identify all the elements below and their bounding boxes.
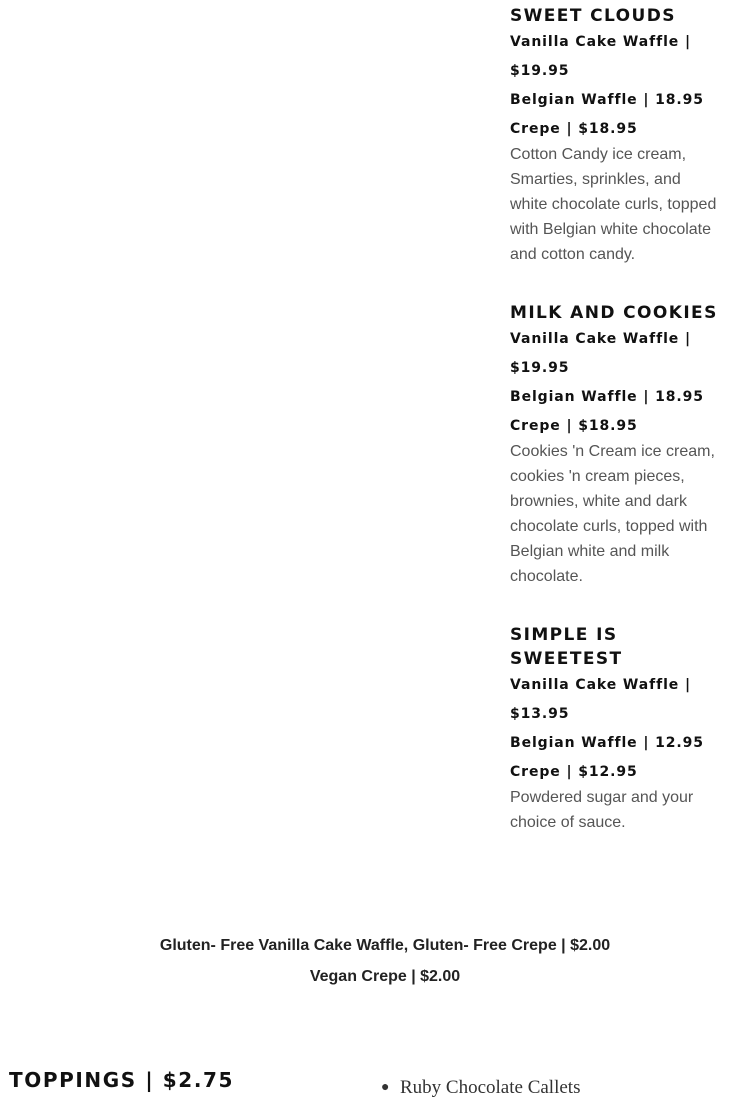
toppings-heading: TOPPINGS | $2.75 — [9, 1068, 235, 1092]
price-belgian-waffle: Belgian Waffle | 12.95 — [510, 735, 704, 751]
vegan-option: Vegan Crepe | $2.00 — [309, 968, 461, 985]
list-item — [381, 1076, 581, 1100]
gluten-free-option: Gluten- Free Vanilla Cake Waffle, Gluten- Free Crepe | $2.00 — [159, 937, 611, 954]
item-description: Cotton Candy ice cream, Smarties, sprinkles, and white chocolate curls, topped with Belgian white chocolate and cotton candy. — [510, 146, 717, 263]
menu-item-milk-and-cookies — [510, 301, 720, 589]
price-crepe: Crepe | $12.95 — [510, 764, 638, 780]
menu-item-simple-is-sweetest — [510, 623, 720, 835]
price-vanilla-cake-waffle: Vanilla Cake Waffle | $13.95 — [510, 677, 691, 722]
item-title: MILK AND COOKIES — [510, 303, 718, 323]
toppings-list — [381, 1076, 581, 1100]
item-description: Cookies 'n Cream ice cream, cookies 'n cream pieces, brownies, white and dark chocolate curls, topped with Belgian white and milk chocolate. — [510, 443, 715, 585]
item-title: SIMPLE IS SWEETEST — [510, 625, 623, 669]
topping-label: Ruby Chocolate Callets — [400, 1077, 581, 1098]
price-vanilla-cake-waffle: Vanilla Cake Waffle | $19.95 — [510, 34, 691, 79]
dietary-options — [0, 930, 750, 992]
bullet-icon: ● — [381, 1080, 390, 1095]
menu-column — [510, 4, 720, 869]
price-belgian-waffle: Belgian Waffle | 18.95 — [510, 389, 704, 405]
price-crepe: Crepe | $18.95 — [510, 418, 638, 434]
price-belgian-waffle: Belgian Waffle | 18.95 — [510, 92, 704, 108]
menu-item-sweet-clouds — [510, 4, 720, 267]
price-vanilla-cake-waffle: Vanilla Cake Waffle | $19.95 — [510, 331, 691, 376]
item-title: SWEET CLOUDS — [510, 6, 676, 26]
price-crepe: Crepe | $18.95 — [510, 121, 638, 137]
item-description: Powdered sugar and your choice of sauce. — [510, 789, 694, 831]
